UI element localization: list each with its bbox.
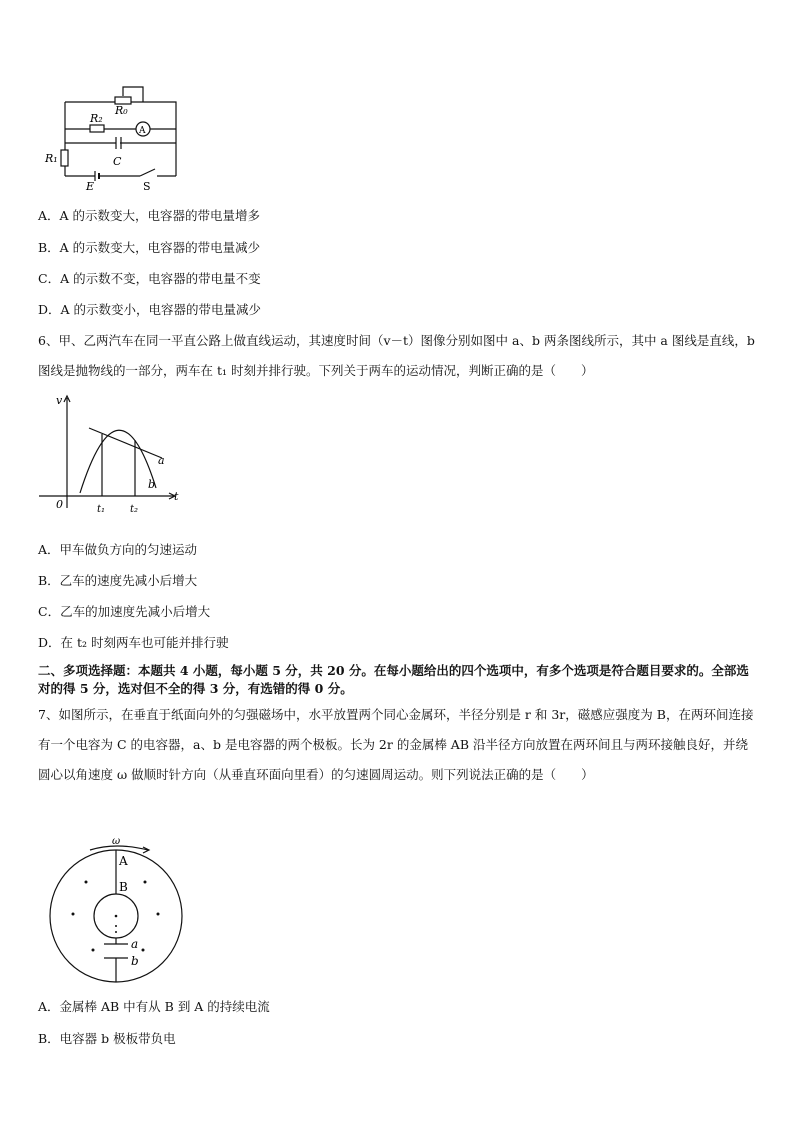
label-s: S	[143, 180, 151, 193]
x-label: t	[174, 490, 179, 503]
label-r0: R₀	[115, 104, 128, 117]
label-point-a: A	[119, 854, 128, 868]
label-r2: R₂	[90, 112, 103, 125]
label-point-b: B	[119, 880, 128, 894]
label-e: E	[86, 180, 95, 193]
rings-figure	[48, 830, 188, 990]
label-plate-b: b	[131, 954, 139, 968]
label-c: C	[113, 155, 122, 168]
q6-option-d: D．在 t₂ 时刻两车也可能并排行驶	[38, 635, 229, 650]
circuit-diagram	[40, 78, 190, 193]
section2-heading: 二、多项选择题：本题共 4 小题，每小题 5 分，共 20 分。在每小题给出的四个选项中，有多个选项是符合题目要求的。全部选对的得 5 分，选对但不全的得 3 分，有选错的得 0 分。	[38, 663, 749, 696]
q6-stem: 6、甲、乙两汽车在同一平直公路上做直线运动，其速度时间（v－t）图像分别如图中 a、b 两条图线所示，其中 a 图线是直线，b 图线是抛物线的一部分，两车在 t₁ 时刻并排行驶。下列关于两车的运动情况，判断正确的是（ ）	[38, 333, 755, 378]
q6-option-b: B．乙车的速度先减小后增大	[38, 573, 198, 588]
q5-option-d: D．A 的示数变小，电容器的带电量减少	[38, 302, 262, 317]
series-b-label: b	[148, 478, 156, 491]
label-plate-a: a	[131, 937, 139, 951]
vt-chart	[34, 390, 184, 520]
origin-label: 0	[56, 498, 63, 511]
tick-t2: t₂	[130, 504, 139, 515]
q6-option-a: A．甲车做负方向的匀速运动	[38, 542, 198, 557]
label-ammeter: A	[139, 126, 146, 136]
series-a-label: a	[158, 454, 165, 467]
q7-option-b: B．电容器 b 极板带负电	[38, 1031, 176, 1046]
q5-option-a: A．A 的示数变大，电容器的带电量增多	[38, 208, 261, 223]
q7-stem: 7、如图所示，在垂直于纸面向外的匀强磁场中，水平放置两个同心金属环，半径分别是 r 和 3r，磁感应强度为 B，在两环间连接有一个电容为 C 的电容器，a、b 是电容器的两个极板。长为 2r 的金属棒 AB 沿半径方向放置在两环间且与两环接触良好，并绕圆心以角速度 ω 做顺时针方向（从垂直环面向里看）的匀速圆周运动。则下列说法正确的是（ ）	[38, 707, 754, 782]
q5-option-c: C．A 的示数不变，电容器的带电量不变	[38, 271, 261, 286]
q7-option-a: A．金属棒 AB 中有从 B 到 A 的持续电流	[38, 999, 270, 1014]
tick-t1: t₁	[97, 504, 106, 515]
y-label: v	[56, 394, 63, 407]
omega-label: ω	[112, 836, 121, 847]
label-r1: R₁	[45, 152, 58, 165]
q6-option-c: C．乙车的加速度先减小后增大	[38, 604, 211, 619]
q5-option-b: B．A 的示数变大，电容器的带电量减少	[38, 240, 261, 255]
